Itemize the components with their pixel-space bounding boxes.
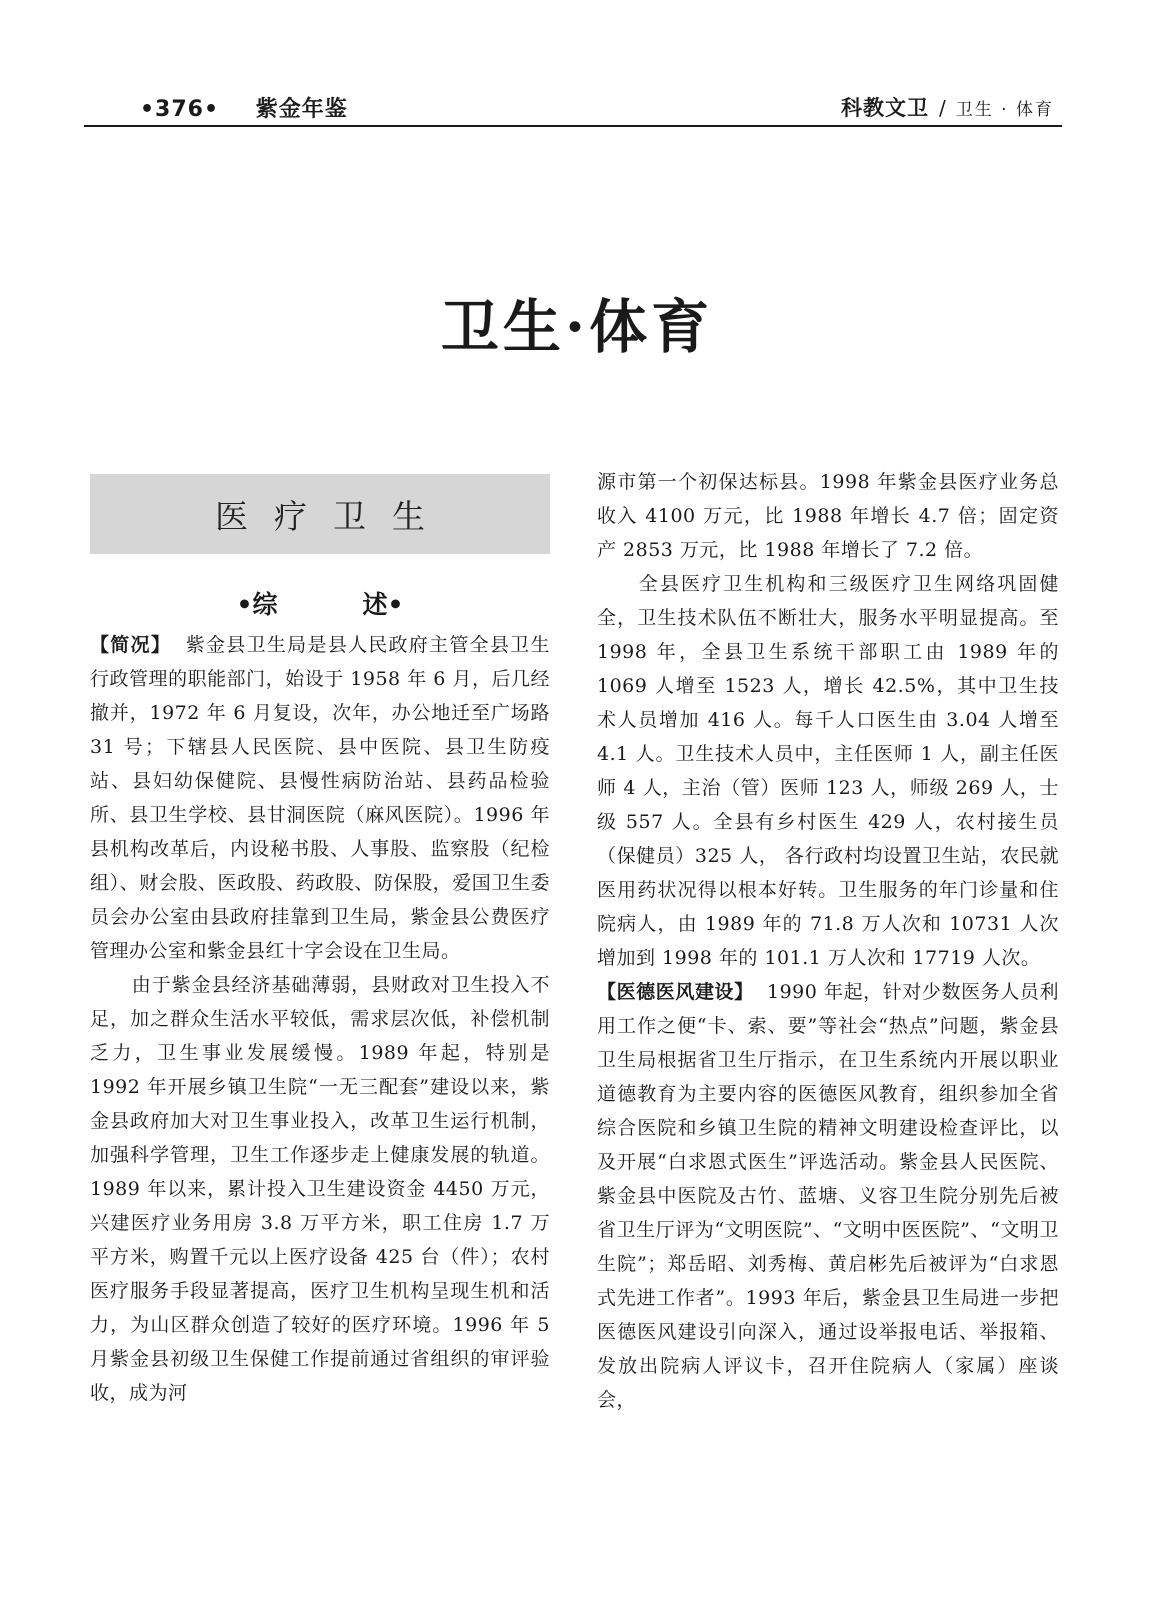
right-column [597,465,1059,1417]
paragraph-label-ethics: 【医德医风建设】 [597,981,754,1003]
paragraph-ethics-text: 1990 年起，针对少数医务人员利用工作之便“卡、索、要”等社会“热点”问题，紫金县卫生局根据省卫生厅指示，在卫生系统内开展以职业道德教育为主要内容的医德医风教育，组织参加全省综合医院和乡镇卫生院的精神文明建设检查评比，以及开展“白求恩式医生”评选活动。紫金县人民医院、紫金县中医院及古竹、蓝塘、义容卫生院分别先后被省卫生厅评为“文明医院”、“文明中医医院”、“文明卫生院”；郑岳昭、刘秀梅、黄启彬先后被评为“白求恩式先进工作者”。1993 年后，紫金县卫生局进一步把医德医风建设引向深入，通过设举报电话、举报箱、发放出院病人评议卡，召开住院病人（家属）座谈会， [597,981,1059,1411]
section-banner-text: 医疗卫生 [215,496,451,536]
page-title: 卫生·体育 [440,293,714,361]
paragraph-label-overview: 【简况】 [90,634,172,656]
page-number: •376• [140,97,220,122]
header-rule [84,125,1062,127]
running-header-right [841,92,1054,122]
paragraph-ethics [597,975,1059,1417]
left-column [90,628,550,1410]
book-title: 紫金年鉴 [255,97,348,122]
paragraph-development: 由于紫金县经济基础薄弱，县财政对卫生投入不足，加之群众生活水平较低，需求层次低，补偿机制乏力，卫生事业发展缓慢。1989 年起，特别是 1992 年开展乡镇卫生院“一无三配套”建设以来，紫金县政府加大对卫生事业投入，改革卫生运行机制，加强科学管理，卫生工作逐步走上健康发展的轨道。1989 年以来，累计投入卫生建设资金 4450 万元，兴建医疗业务用房 3.8 万平方米，职工住房 1.7 万平方米，购置千元以上医疗设备 425 台（件）；农村医疗服务手段显著提高，医疗卫生机构呈现生机和活力，为山区群众创造了较好的医疗环境。1996 年 5 月紫金县初级卫生保健工作提前通过省组织的审评验收，成为河 [90,974,550,1404]
paragraph-overview-text: 紫金县卫生局是县人民政府主管全县卫生行政管理的职能部门，始设于 1958 年 6 月，后几经撤并，1972 年 6 月复设，次年，办公地迁至广场路 31 号；下辖县人民医院、县中医院、县卫生防疫站、县妇幼保健院、县慢性病防治站、县药品检验所、县卫生学校、县甘洞医院（麻风医院）。1996 年县机构改革后，内设秘书股、人事股、监察股（纪检组）、财会股、医政股、药政股、防保股，爱国卫生委员会办公室由县政府挂靠到卫生局，紫金县公费医疗管理办公室和紫金县红十字会设在卫生局。 [90,634,550,962]
subheading-left: •综 [236,590,278,619]
running-header-left [140,92,348,123]
section-banner [90,474,550,554]
subsection-name: 卫生 · 体育 [955,100,1054,120]
paragraph-overview [90,628,550,968]
paragraph-continuation: 源市第一个初保达标县。1998 年紫金县医疗业务总收入 4100 万元，比 1988 年增长 4.7 倍；固定资产 2853 万元，比 1988 年增长了 7.2 倍。 [597,471,1059,561]
section-name: 科教文卫 [841,96,930,120]
header-separator: / [939,96,946,120]
subsection-heading [90,585,550,621]
paragraph-staff: 全县医疗卫生机构和三级医疗卫生网络巩固健全，卫生技术队伍不断壮大，服务水平明显提高。至 1998 年，全县卫生系统干部职工由 1989 年的 1069 人增至 1523 人，增长 42.5%，其中卫生技术人员增加 416 人。每千人口医生由 3.04 人增至 4.1 人。卫生技术人员中，主任医师 1 人，副主任医师 4 人，主治（管）医师 123 人，师级 269 人，士级 557 人。全县有乡村医生 429 人，农村接生员（保健员）325 人， 各行政村均设置卫生站，农民就医用药状况得以根本好转。卫生服务的年门诊量和住院病人，由 1989 年的 71.8 万人次和 10731 人次增加到 1998 年的 101.1 万人次和 17719 人次。 [597,573,1059,969]
subheading-right: 述• [362,590,404,619]
